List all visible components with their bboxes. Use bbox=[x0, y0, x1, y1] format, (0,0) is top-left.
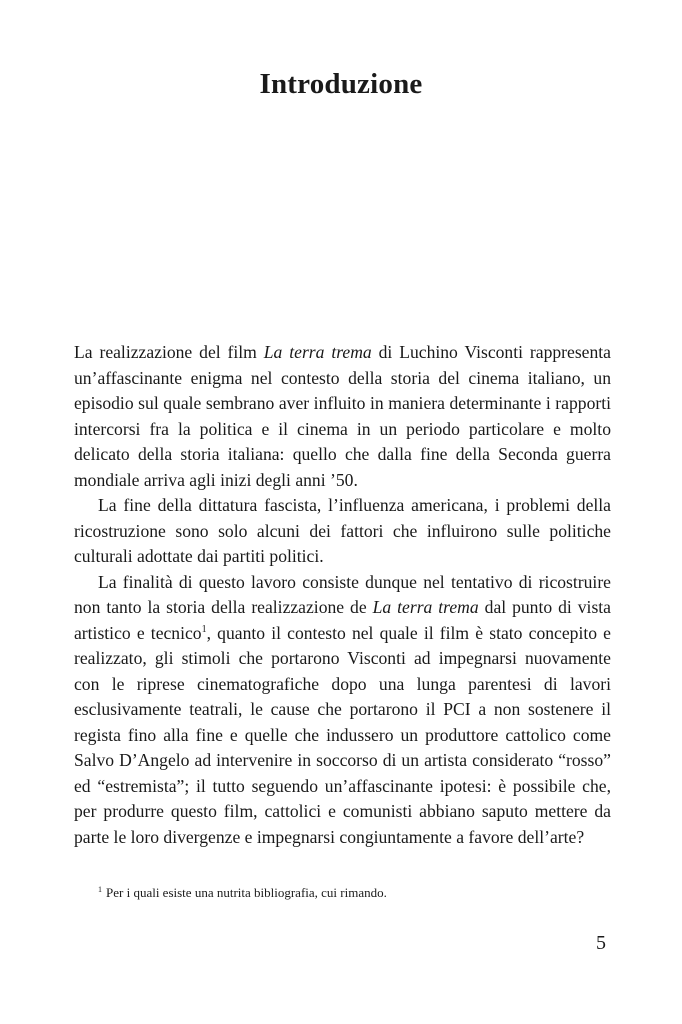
footnote-text: Per i quali esiste una nutrita bibliografia, cui rimando. bbox=[106, 885, 387, 900]
paragraph-3-text-a: La finalità di questo lavoro consiste dunque nel tentativo di ricostruire non tanto la storia della realizzazione de bbox=[74, 571, 611, 617]
paragraph-3-text-b: dal punto di vista artistico e tecnico bbox=[74, 597, 611, 643]
paragraph-3 bbox=[74, 570, 611, 851]
paragraph-1-text-b: di Luchino Visconti rappresenta un’affascinante enigma nel contesto della storia del cinema italiano, un episodio sul quale sembrano aver influito in maniera determinante i rapporti intercorsi fra la politica e il cinema in un periodo particolare e molto delicato della storia italiana: quello che dalla fine della Seconda guerra mondiale arriva agli inizi degli anni ’50. bbox=[74, 342, 611, 490]
footnote-reference[interactable]: 1 bbox=[201, 623, 207, 635]
paragraph-2 bbox=[74, 493, 611, 570]
page-number: 5 bbox=[596, 932, 606, 954]
paragraph-3-film-title: La terra trema bbox=[372, 597, 479, 617]
paragraph-1 bbox=[74, 340, 611, 493]
body-text bbox=[74, 340, 611, 850]
paragraph-1-film-title: La terra trema bbox=[263, 342, 372, 362]
paragraph-2-text: La fine della dittatura fascista, l’influenza americana, i problemi della ricostruzione sono solo alcuni dei fattori che influirono sulle politiche culturali adottate dai partiti politici. bbox=[74, 495, 611, 566]
footnote-marker: 1 bbox=[98, 885, 102, 894]
paragraph-3-text-c: , quanto il contesto nel quale il film è stato concepito e realizzato, gli stimoli che portarono Visconti ad impegnarsi nuovamente con le riprese cinematografiche dopo una lunga parentesi di lavori esclusivamente teatrali, le cause che portarono il PCI a non sostenere il regista fino alla fine e quelle che indussero un produttore cattolico come Salvo D’Angelo ad intervenire in soccorso di un artista considerato “rosso” ed “estremista”; il tutto seguendo un’affascinante ipotesi: è possibile che, per produrre questo film, cattolici e comunisti abbiano saputo mettere da parte le loro divergenze e impegnarsi congiuntamente a favore dell’arte? bbox=[74, 622, 611, 847]
paragraph-1-text-a: La realizzazione del film bbox=[74, 342, 264, 362]
chapter-title: Introduzione bbox=[259, 68, 423, 100]
footnote bbox=[98, 884, 611, 902]
